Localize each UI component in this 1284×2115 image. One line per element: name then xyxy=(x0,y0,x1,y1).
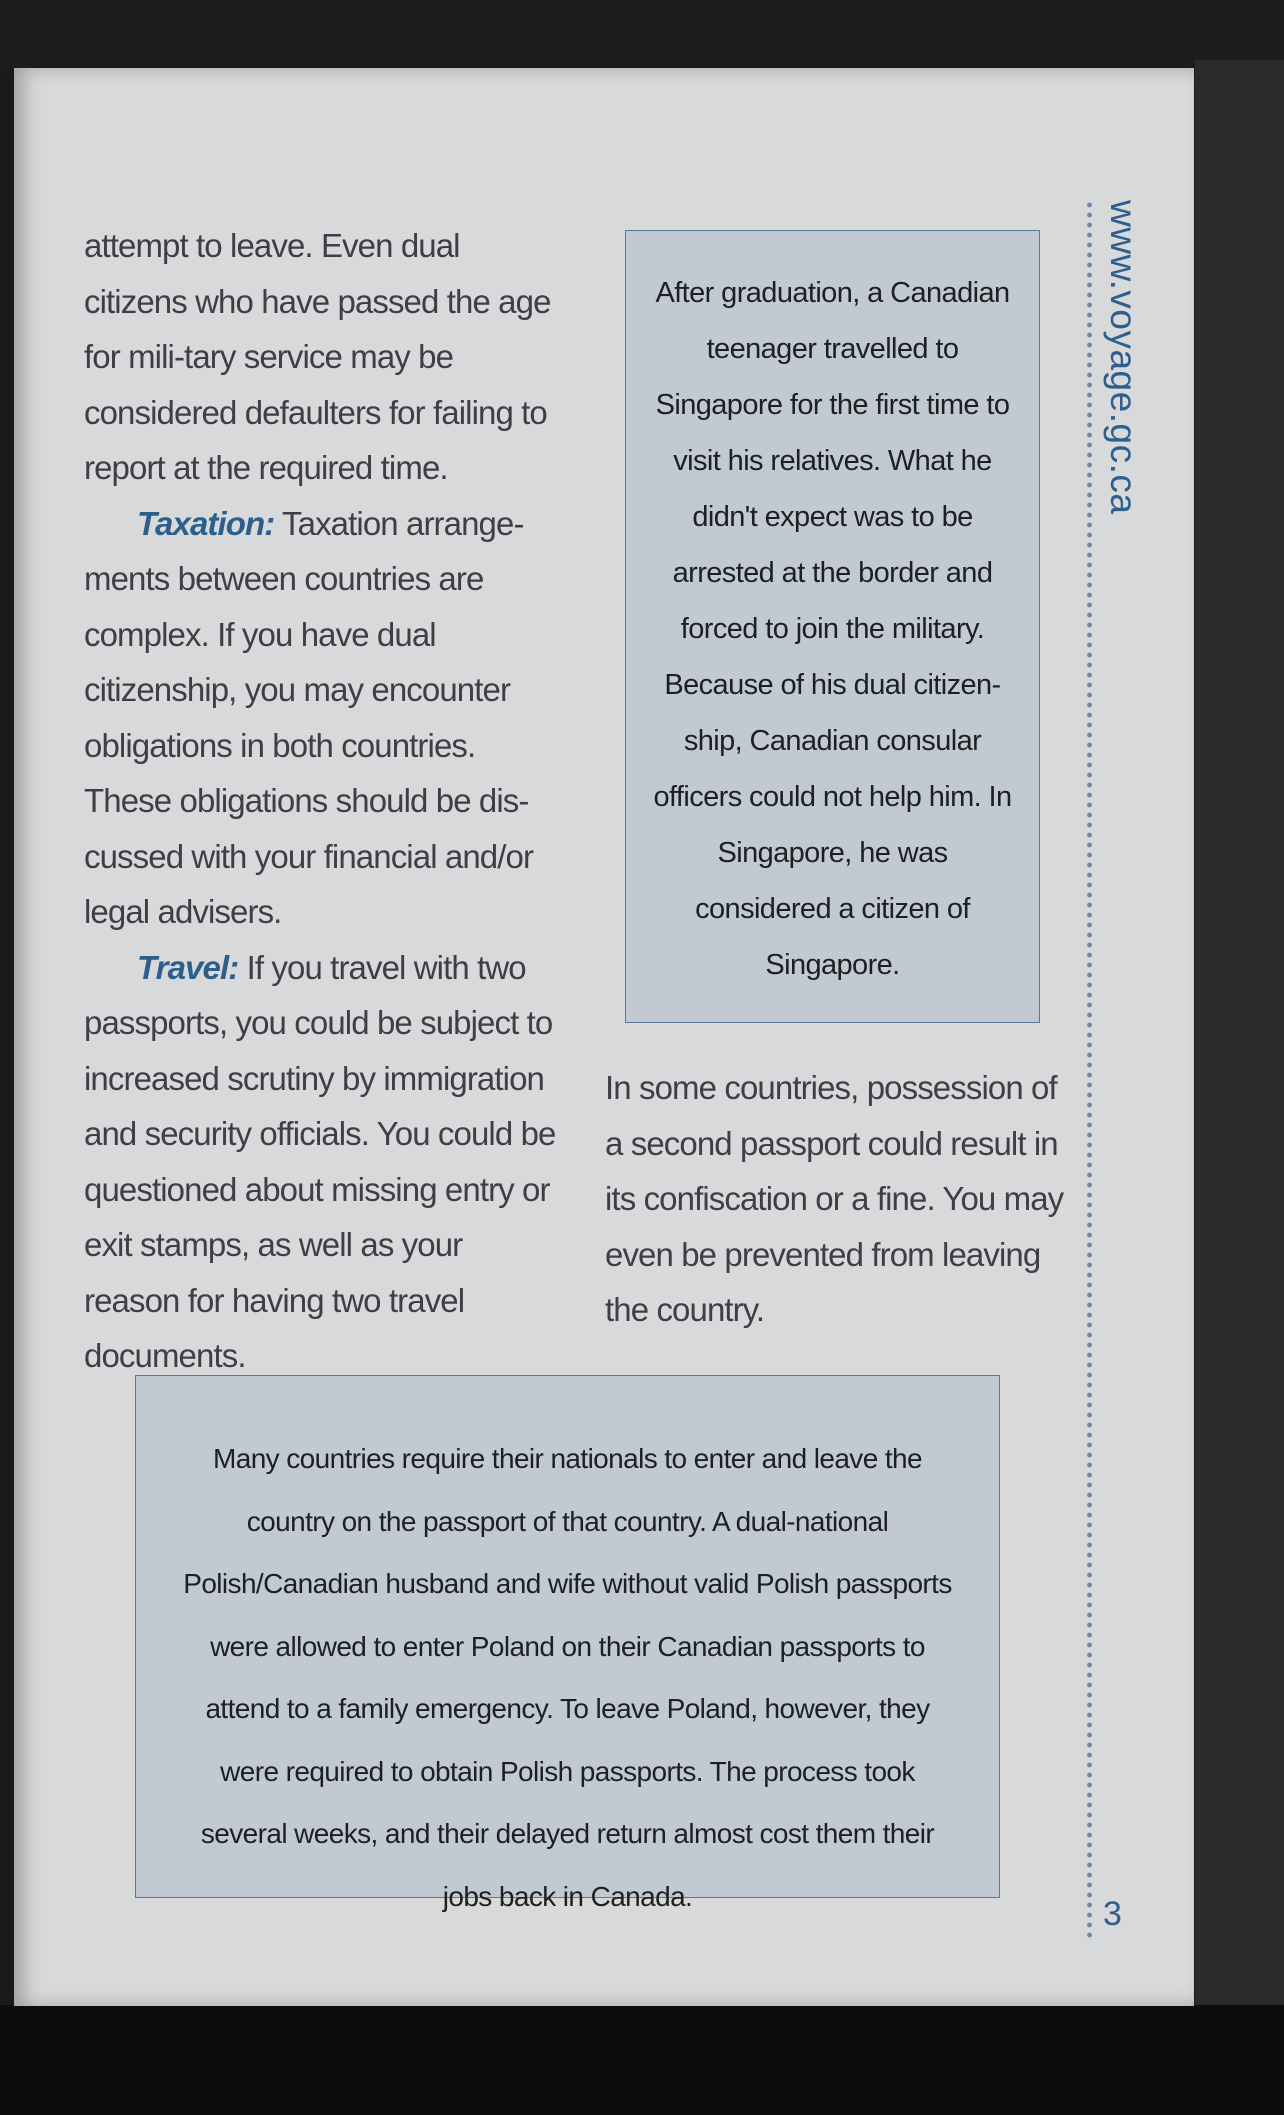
sidebar-url: www.voyage.gc.ca xyxy=(1103,200,1144,515)
left-column xyxy=(84,218,564,1384)
taxation-paragraph xyxy=(84,496,564,940)
page-number: 3 xyxy=(1103,1895,1122,1933)
taxation-text: Taxation arrange-ments between countries are complex. If you have dual citizenship, you may encounter obligations in both countries. These obligations should be dis-cussed with your financial and/or legal advisers. xyxy=(84,504,534,930)
poland-callout-text: Many countries require their nationals to enter and leave the country on the passport of that country. A dual-national Polish/Canadian husband and wife without valid Polish passports were allowed to enter Poland on their Canadian passports to attend to a family emergency. To leave Poland, however, they were required to obtain Polish passports. The process took several weeks, and their delayed return almost cost them their jobs back in Canada. xyxy=(183,1443,952,1912)
singapore-callout-box xyxy=(625,230,1040,1023)
singapore-callout-text: After graduation, a Canadian teenager travelled to Singapore for the first time to visit his relatives. What he didn't expect was to be arrested at the border and forced to join the military. Because of his dual citizen-ship, Canadian consular officers could not help him. In Singapore, he was considered a citizen of Singapore. xyxy=(653,277,1012,981)
travel-heading: Travel: xyxy=(137,948,239,986)
travel-paragraph xyxy=(84,940,564,1384)
background-top xyxy=(0,0,1284,70)
taxation-heading: Taxation: xyxy=(137,504,275,542)
travel-text: If you travel with two passports, you could be subject to increased scrutiny by immigration and security officials. You could be questioned about missing entry or exit stamps, as well as your reason for having two travel documents. xyxy=(84,948,556,1374)
poland-callout-box xyxy=(135,1375,1000,1912)
background-right xyxy=(1195,60,1284,2020)
right-column-paragraph: In some countries, possession of a second passport could result in its confiscation or a fine. You may even be prevented from leaving the country. xyxy=(605,1069,1064,1328)
dotted-divider xyxy=(1087,200,1092,1940)
intro-paragraph: attempt to leave. Even dual citizens who have passed the age for mili-tary service may be considered defaulters for failing to report at the required time. xyxy=(84,227,551,486)
background-bottom xyxy=(0,2005,1284,2115)
